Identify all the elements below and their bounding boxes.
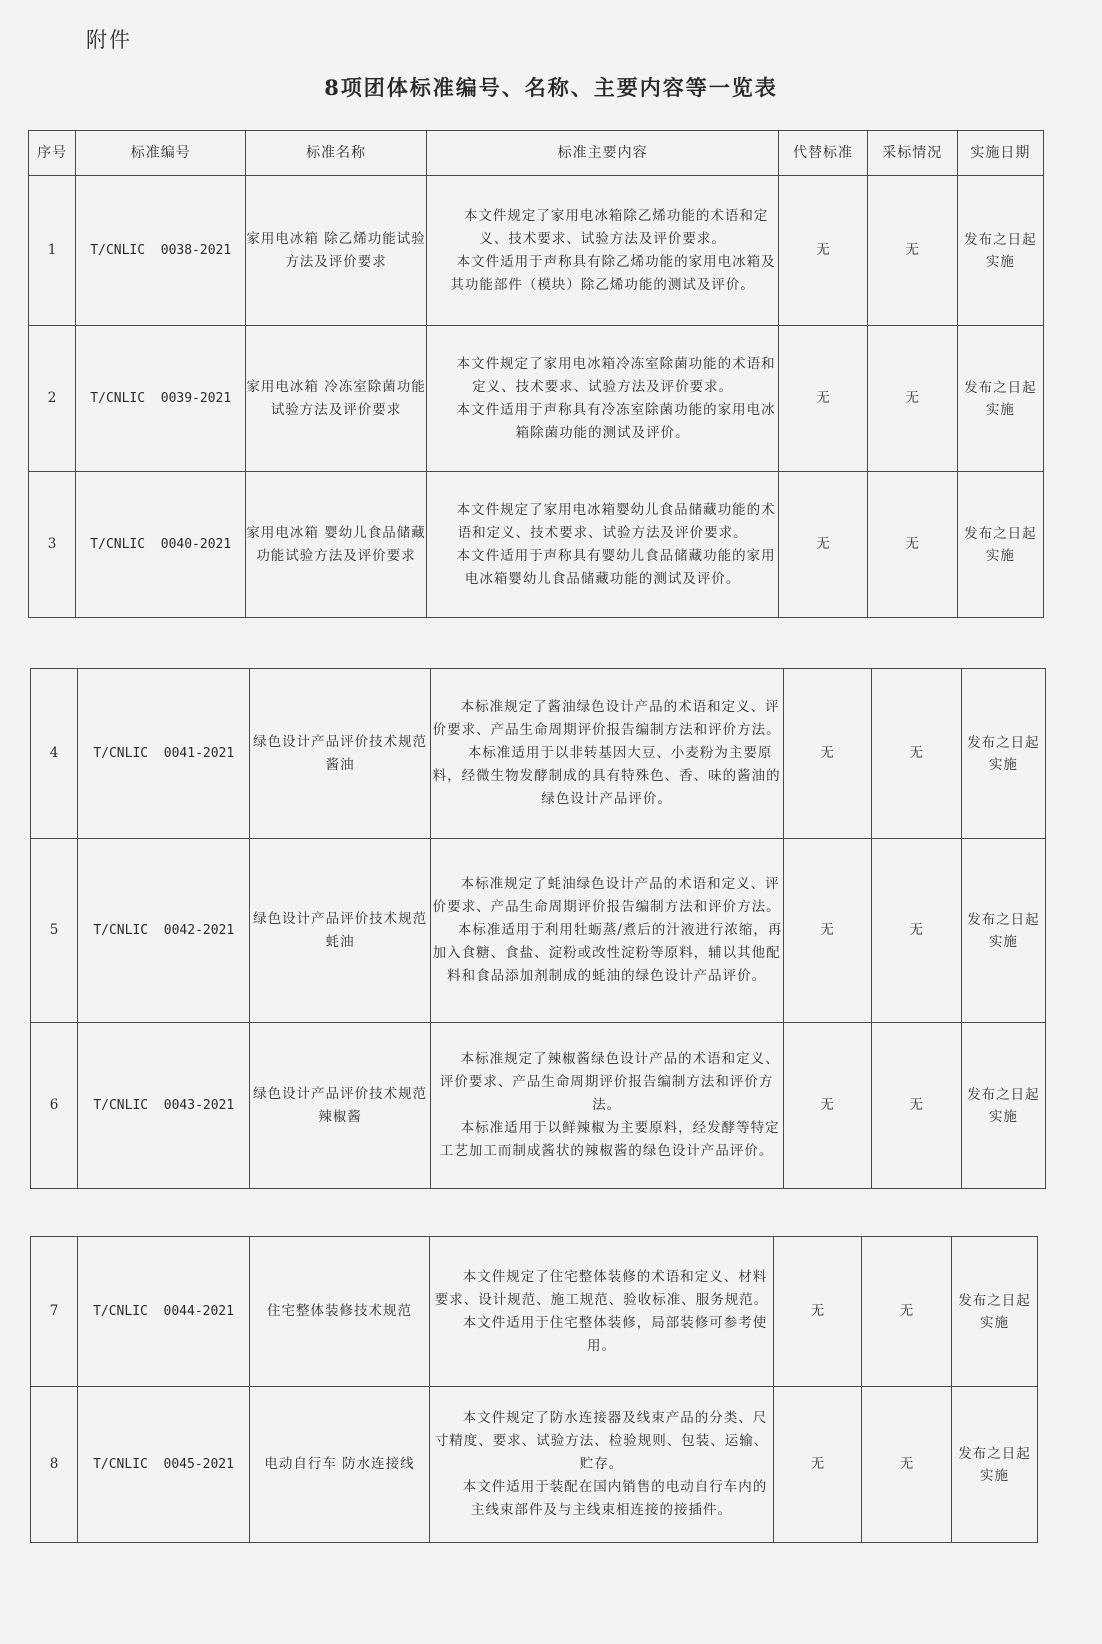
table-header-row <box>29 131 1044 176</box>
table-row <box>31 1387 1038 1543</box>
row-content <box>430 839 783 1023</box>
row-content <box>426 326 779 472</box>
row-replace: 无 <box>773 1387 861 1543</box>
row-date: 发布之日起实施 <box>957 326 1043 472</box>
row-no: 6 <box>31 1023 78 1189</box>
row-date: 发布之日起实施 <box>957 472 1043 618</box>
row-no: 7 <box>31 1237 78 1387</box>
row-date: 发布之日起实施 <box>961 1023 1045 1189</box>
standards-table-part-2 <box>30 668 1046 1189</box>
content-paragraph-scope: 本标准规定了酱油绿色设计产品的术语和定义、评价要求、产品生命周期评价报告编制方法和评价方法。 <box>432 699 781 738</box>
content-paragraph-applicability: 本文件适用于声称具有冷冻室除菌功能的家用电冰箱除菌功能的测试及评价。 <box>456 401 776 441</box>
row-content <box>430 1023 783 1189</box>
content-paragraph-applicability: 本文件适用于声称具有除乙烯功能的家用电冰箱及其功能部件（模块）除乙烯功能的测试及评价。 <box>450 253 776 293</box>
header-adopt: 采标情况 <box>867 131 957 176</box>
row-code: T/CNLIC 0041-2021 <box>78 669 250 839</box>
header-date: 实施日期 <box>957 131 1043 176</box>
row-no: 3 <box>29 472 76 618</box>
header-no: 序号 <box>29 131 76 176</box>
row-name: 家用电冰箱 冷冻室除菌功能试验方法及评价要求 <box>246 326 426 472</box>
row-code: T/CNLIC 0043-2021 <box>78 1023 250 1189</box>
header-code: 标准编号 <box>76 131 246 176</box>
table-row <box>29 472 1044 618</box>
header-name: 标准名称 <box>246 131 426 176</box>
table-row <box>29 176 1044 326</box>
row-adopt: 无 <box>867 472 957 618</box>
row-code: T/CNLIC 0040-2021 <box>76 472 246 618</box>
table-row <box>29 326 1044 472</box>
row-code: T/CNLIC 0042-2021 <box>78 839 250 1023</box>
row-content <box>430 1237 774 1387</box>
row-date: 发布之日起实施 <box>951 1387 1037 1543</box>
row-code: T/CNLIC 0039-2021 <box>76 326 246 472</box>
row-adopt: 无 <box>871 839 961 1023</box>
row-adopt: 无 <box>871 669 961 839</box>
content-paragraph-scope: 本标准规定了蚝油绿色设计产品的术语和定义、评价要求、产品生命周期评价报告编制方法和评价方法。 <box>432 876 781 915</box>
row-adopt: 无 <box>871 1023 961 1189</box>
content-paragraph-scope: 本文件规定了家用电冰箱除乙烯功能的术语和定义、技术要求、试验方法及评价要求。 <box>463 207 769 247</box>
row-adopt: 无 <box>867 176 957 326</box>
row-name: 绿色设计产品评价技术规范 蚝油 <box>250 839 430 1023</box>
row-code: T/CNLIC 0045-2021 <box>78 1387 250 1543</box>
row-code: T/CNLIC 0044-2021 <box>78 1237 250 1387</box>
row-name: 绿色设计产品评价技术规范 酱油 <box>250 669 430 839</box>
content-paragraph-scope: 本文件规定了家用电冰箱冷冻室除菌功能的术语和定义、技术要求、试验方法及评价要求。 <box>456 355 776 395</box>
content-paragraph-scope: 本标准规定了辣椒酱绿色设计产品的术语和定义、评价要求、产品生命周期评价报告编制方法和评价方法。 <box>439 1051 780 1113</box>
row-content <box>430 1387 774 1543</box>
row-no: 5 <box>31 839 78 1023</box>
table-row <box>31 839 1046 1023</box>
row-no: 1 <box>29 176 76 326</box>
row-date: 发布之日起实施 <box>961 839 1045 1023</box>
content-paragraph-applicability: 本文件适用于住宅整体装修，局部装修可参考使用。 <box>462 1314 768 1354</box>
content-paragraph-scope: 本文件规定了家用电冰箱婴幼儿食品储藏功能的术语和定义、技术要求、试验方法及评价要求。 <box>456 501 776 541</box>
row-no: 8 <box>31 1387 78 1543</box>
row-name: 电动自行车 防水连接线 <box>249 1387 429 1543</box>
row-content <box>430 669 783 839</box>
content-paragraph-applicability: 本文件适用于声称具有婴幼儿食品储藏功能的家用电冰箱婴幼儿食品储藏功能的测试及评价。 <box>456 547 776 587</box>
row-date: 发布之日起实施 <box>957 176 1043 326</box>
content-paragraph-applicability: 本标准适用于利用牡蛎蒸/煮后的汁液进行浓缩，再加入食糖、食盐、淀粉或改性淀粉等原料，辅以其他配料和食品添加剂制成的蚝油的绿色设计产品评价。 <box>432 922 783 984</box>
content-paragraph-scope: 本文件规定了住宅整体装修的术语和定义、材料要求、设计规范、施工规范、验收标准、服务规范。 <box>434 1268 769 1308</box>
content-paragraph-applicability: 本文件适用于装配在国内销售的电动自行车内的主线束部件及与主线束相连接的接插件。 <box>462 1479 768 1518</box>
attachment-label: 附件 <box>86 28 132 52</box>
row-name: 住宅整体装修技术规范 <box>249 1237 429 1387</box>
row-replace: 无 <box>779 472 867 618</box>
row-content <box>426 176 779 326</box>
standards-table-part-3 <box>30 1236 1038 1543</box>
page-title: 8项团体标准编号、名称、主要内容等一览表 <box>324 75 778 100</box>
content-paragraph-applicability: 本标准适用于以非转基因大豆、小麦粉为主要原料，经微生物发酵制成的具有特殊色、香、味的酱油的绿色设计产品评价。 <box>432 745 781 807</box>
row-date: 发布之日起实施 <box>961 669 1045 839</box>
row-no: 4 <box>31 669 78 839</box>
row-replace: 无 <box>783 839 871 1023</box>
row-content <box>426 472 779 618</box>
row-adopt: 无 <box>861 1237 951 1387</box>
row-name: 家用电冰箱 婴幼儿食品储藏功能试验方法及评价要求 <box>246 472 426 618</box>
content-paragraph-scope: 本文件规定了防水连接器及线束产品的分类、尺寸精度、要求、试验方法、检验规则、包装、运输、贮存。 <box>434 1410 769 1472</box>
content-paragraph-applicability: 本标准适用于以鲜辣椒为主要原料，经发酵等特定工艺加工而制成酱状的辣椒酱的绿色设计产品评价。 <box>439 1120 780 1159</box>
row-no: 2 <box>29 326 76 472</box>
row-adopt: 无 <box>867 326 957 472</box>
row-date: 发布之日起实施 <box>951 1237 1037 1387</box>
table-row <box>31 669 1046 839</box>
header-replace: 代替标准 <box>779 131 867 176</box>
row-code: T/CNLIC 0038-2021 <box>76 176 246 326</box>
row-adopt: 无 <box>861 1387 951 1543</box>
row-replace: 无 <box>783 1023 871 1189</box>
header-content: 标准主要内容 <box>426 131 779 176</box>
row-replace: 无 <box>779 326 867 472</box>
row-replace: 无 <box>779 176 867 326</box>
table-row <box>31 1023 1046 1189</box>
standards-table-part-1 <box>28 130 1044 618</box>
row-replace: 无 <box>773 1237 861 1387</box>
row-name: 绿色设计产品评价技术规范 辣椒酱 <box>250 1023 430 1189</box>
row-name: 家用电冰箱 除乙烯功能试验方法及评价要求 <box>246 176 426 326</box>
row-replace: 无 <box>783 669 871 839</box>
table-row <box>31 1237 1038 1387</box>
